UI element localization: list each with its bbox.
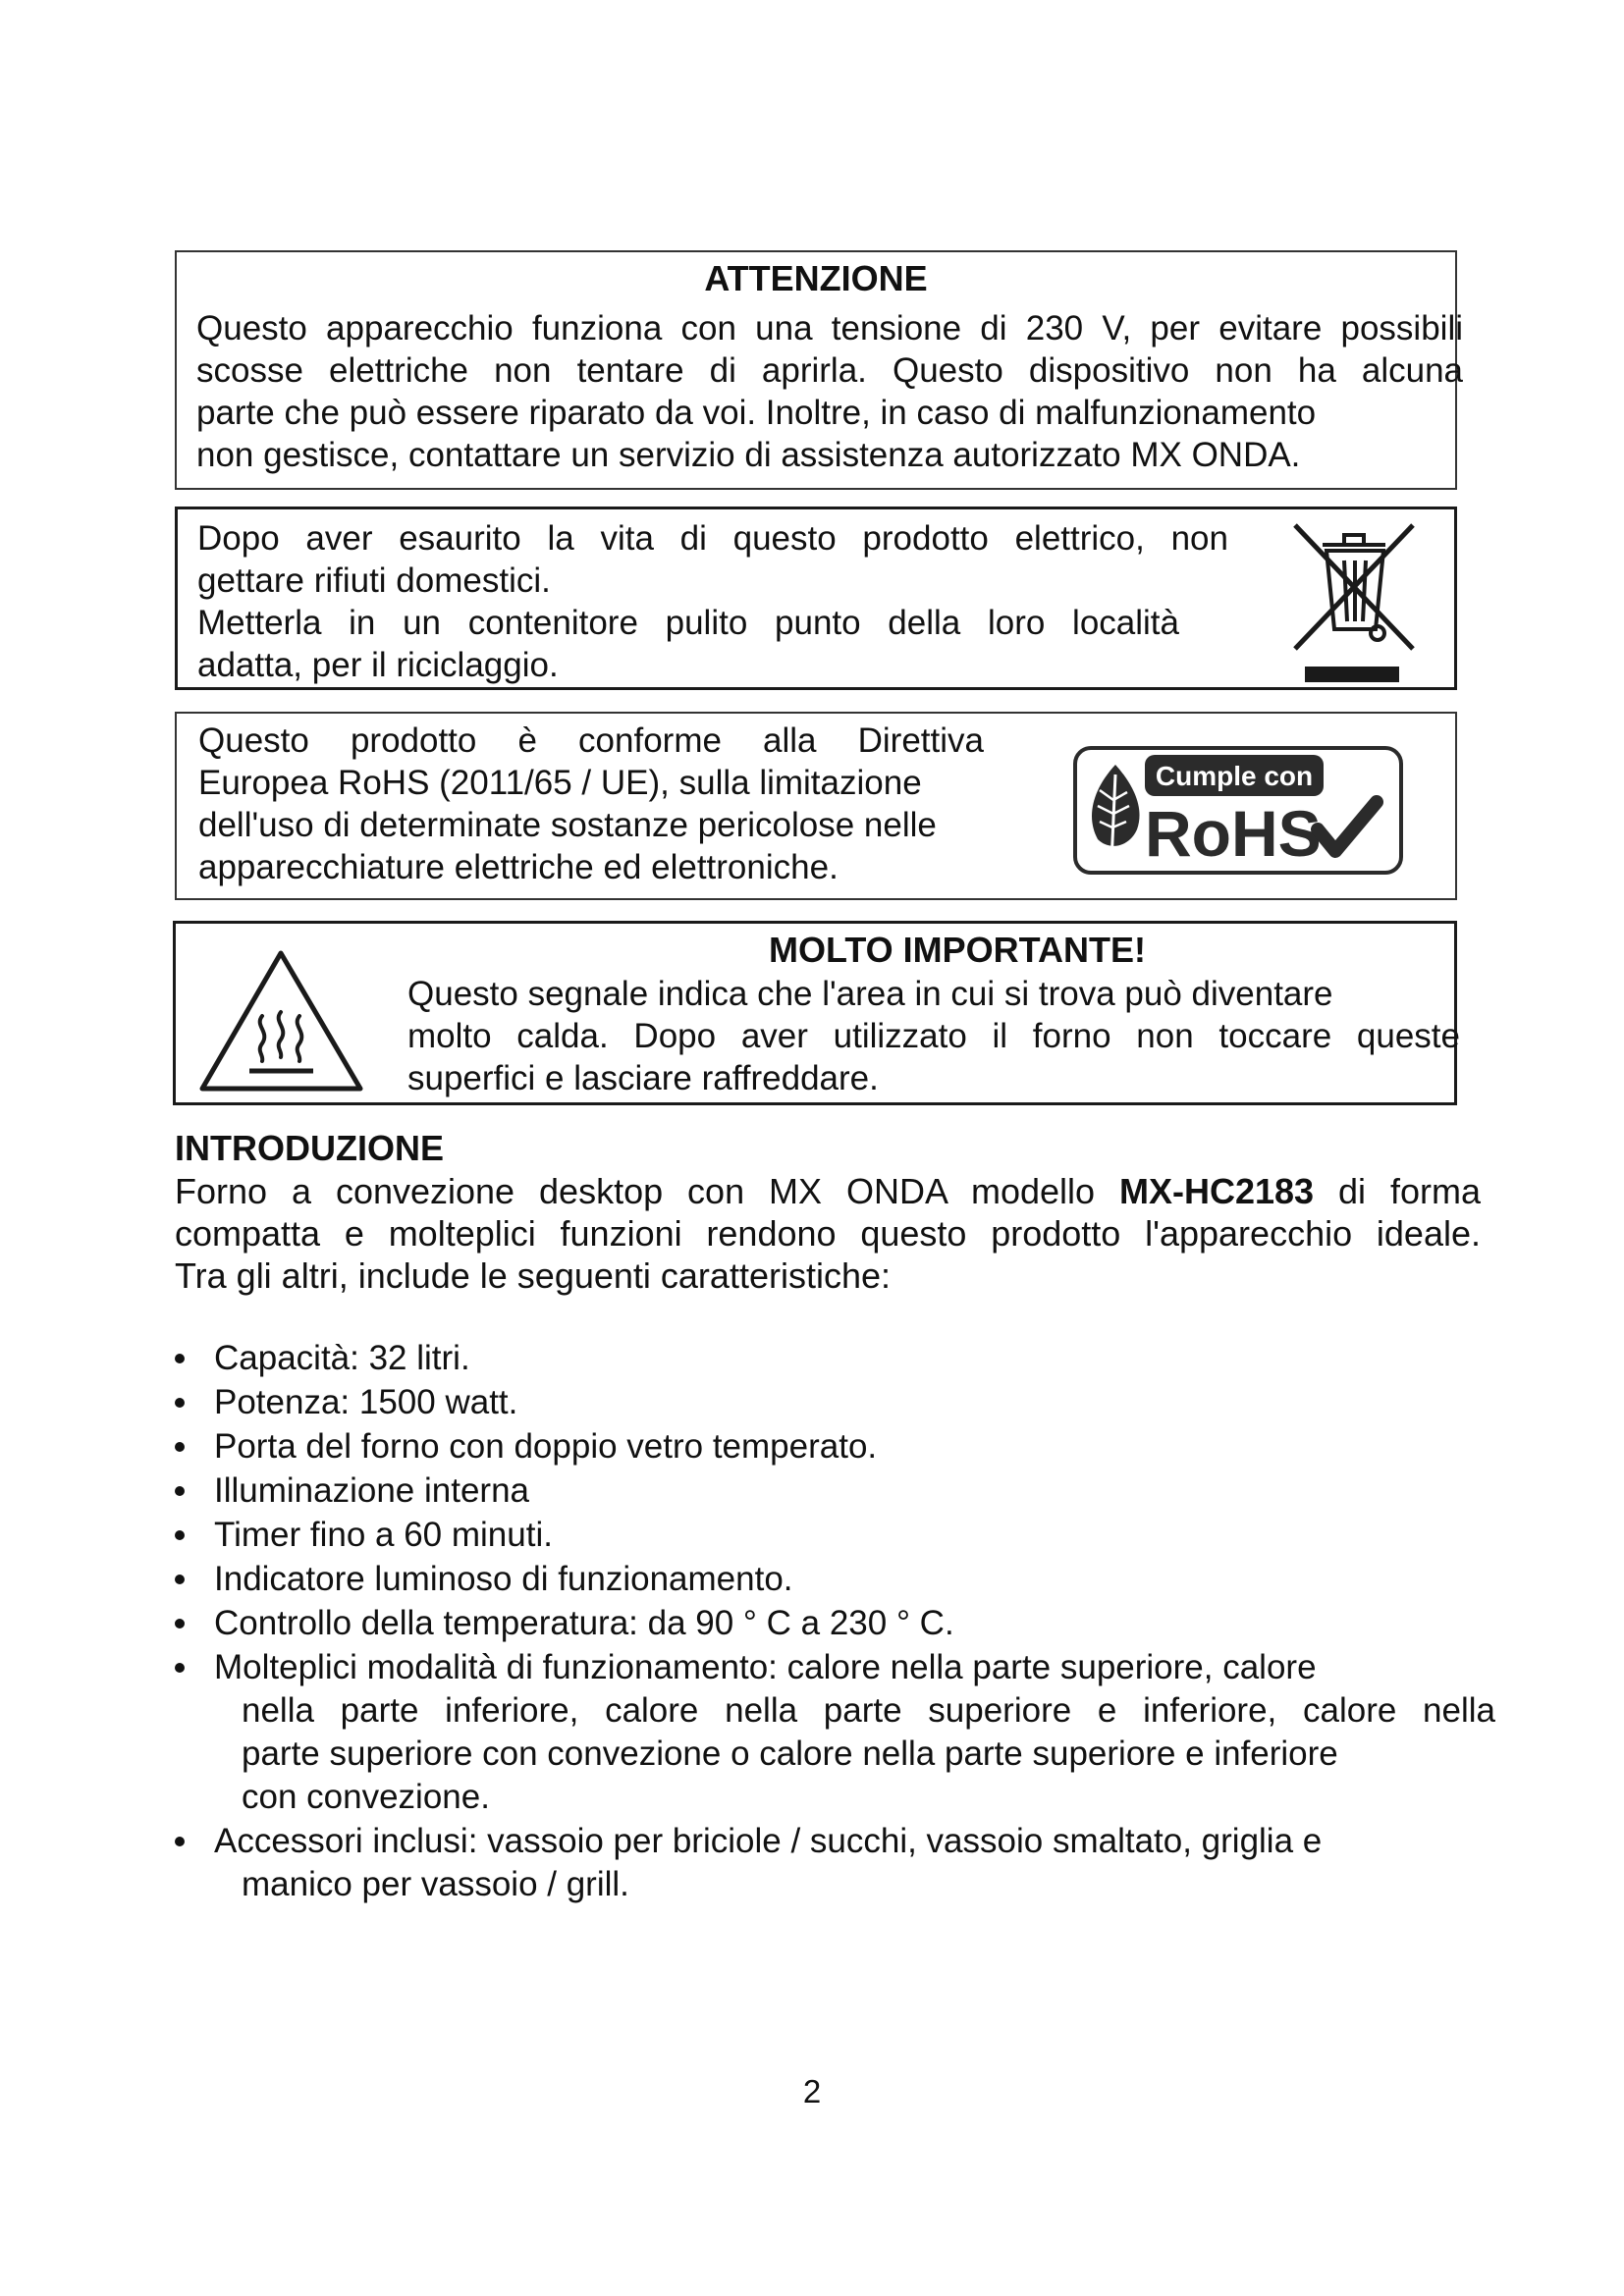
rohs-compliance-badge: [1072, 745, 1404, 876]
rohs-line: apparecchiature elettriche ed elettroniche.: [198, 848, 839, 886]
disposal-line: adatta, per il riciclaggio.: [197, 646, 559, 684]
feature-line: manico per vassoio / grill.: [242, 1865, 629, 1903]
attenzione-line: Questo apparecchio funziona con una tensione di 230 V, per evitare possibili: [196, 309, 1463, 347]
attenzione-line: non gestisce, contattare un servizio di assistenza autorizzato MX ONDA.: [196, 436, 1301, 474]
rohs-box: [175, 712, 1457, 900]
rohs-line: Europea RoHS (2011/65 / UE), sulla limitazione: [198, 764, 922, 802]
disposal-box: [175, 507, 1457, 690]
introduction-line: [175, 1170, 1481, 1212]
feature-item: Potenza: 1500 watt.: [175, 1381, 1495, 1424]
intro-text: Forno a convezione desktop con MX ONDA modello: [175, 1171, 1119, 1211]
feature-item: Controllo della temperatura: da 90 ° C a 230 ° C.: [175, 1602, 1495, 1645]
feature-item: Porta del forno con doppio vetro temperato.: [175, 1425, 1495, 1468]
attenzione-box: [175, 250, 1463, 490]
feature-line: nella parte inferiore, calore nella parte superiore e inferiore, calore nella: [242, 1691, 1495, 1730]
disposal-line: Dopo aver esaurito la vita di questo prodotto elettrico, non: [197, 519, 1228, 558]
introduction-line: Tra gli altri, include le seguenti caratteristiche:: [175, 1255, 891, 1296]
warning-line: superfici e lasciare raffreddare.: [407, 1059, 879, 1097]
feature-line: con convezione.: [242, 1778, 490, 1816]
disposal-text: [197, 517, 1228, 686]
feature-item-modes: [175, 1646, 1495, 1819]
crossed-bin-icon: [1287, 519, 1420, 686]
attenzione-title: ATTENZIONE: [704, 258, 928, 298]
attenzione-line: parte che può essere riparato da voi. Inoltre, in caso di malfunzionamento: [196, 394, 1317, 432]
warning-title: MOLTO IMPORTANTE!: [769, 930, 1146, 970]
features-list: [175, 1337, 1495, 1907]
intro-text: di forma: [1314, 1171, 1481, 1211]
introduction-line: compatta e molteplici funzioni rendono questo prodotto l'apparecchio ideale.: [175, 1213, 1481, 1254]
feature-item: Illuminazione interna: [175, 1469, 1495, 1513]
feature-line: Accessori inclusi: vassoio per briciole / succhi, vassoio smaltato, griglia e: [214, 1822, 1323, 1860]
feature-item: Indicatore luminoso di funzionamento.: [175, 1558, 1495, 1601]
introduction-title: INTRODUZIONE: [175, 1128, 444, 1168]
hot-surface-warning-icon: [195, 945, 367, 1095]
rohs-text: [198, 720, 984, 888]
rohs-line: Questo prodotto è conforme alla Direttiva: [198, 721, 984, 760]
disposal-line: gettare rifiuti domestici.: [197, 561, 551, 600]
feature-item-accessories: [175, 1820, 1495, 1906]
badge-main-text: RoHS: [1145, 797, 1322, 870]
warning-line: Questo segnale indica che l'area in cui si trova può diventare: [407, 975, 1333, 1013]
introduction-section: [175, 1127, 1481, 1297]
warning-text: [407, 973, 1460, 1099]
badge-top-text: Cumple con: [1155, 761, 1314, 791]
feature-item: Capacità: 32 litri.: [175, 1337, 1495, 1380]
model-number: MX-HC2183: [1118, 1171, 1315, 1211]
disposal-line: Metterla in un contenitore pulito punto della loro località: [197, 604, 1179, 642]
feature-item: Timer fino a 60 minuti.: [175, 1514, 1495, 1557]
feature-line: parte superiore con convezione o calore nella parte superiore e inferiore: [242, 1735, 1338, 1773]
warning-box: [173, 921, 1460, 1105]
rohs-line: dell'uso di determinate sostanze pericolose nelle: [198, 806, 937, 844]
warning-line: molto calda. Dopo aver utilizzato il forno non toccare queste: [407, 1017, 1460, 1055]
feature-line: Molteplici modalità di funzionamento: calore nella parte superiore, calore: [214, 1648, 1317, 1686]
page-number: 2: [802, 2073, 822, 2109]
attenzione-line: scosse elettriche non tentare di aprirla. Questo dispositivo non ha alcuna: [196, 351, 1463, 390]
attenzione-text: [196, 307, 1463, 476]
